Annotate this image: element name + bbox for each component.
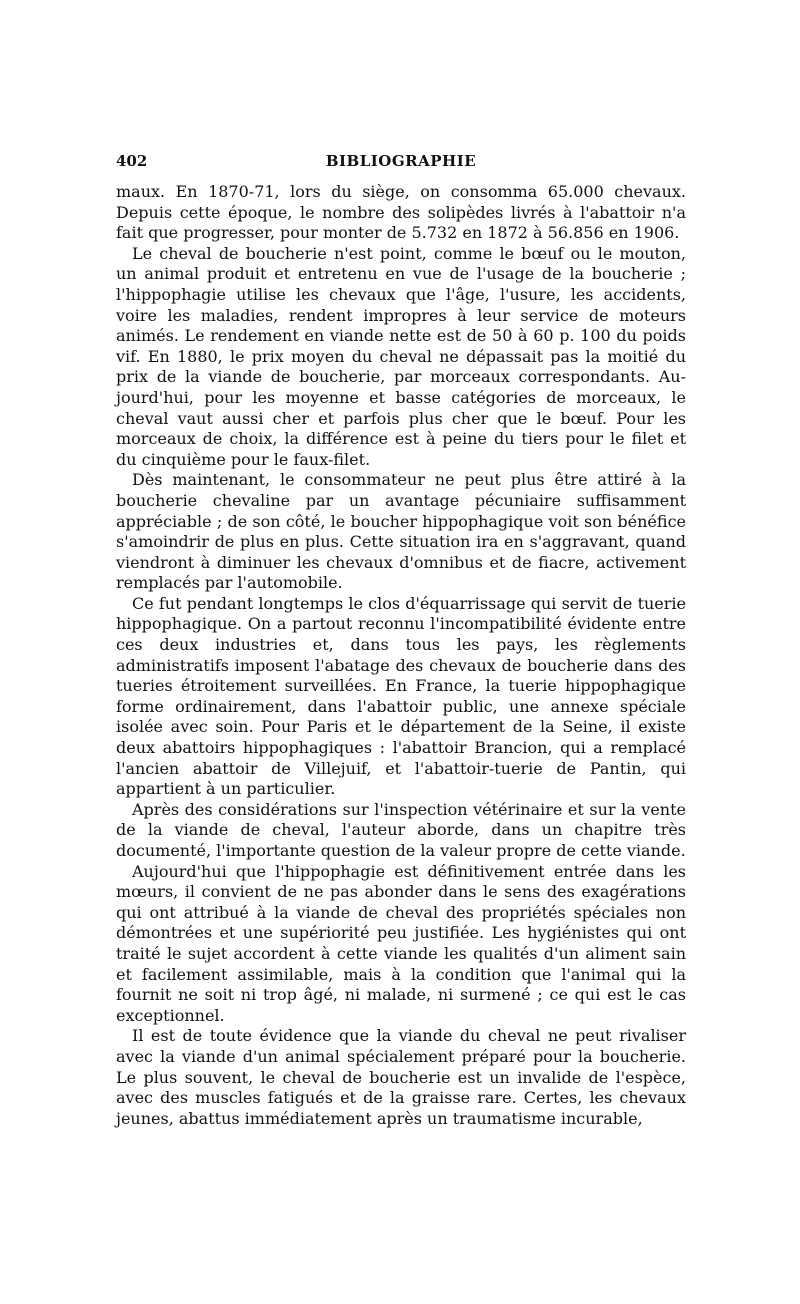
paragraph: Aujourd'hui que l'hippophagie est définitivement entrée dans les mœurs, il convient de ne pas abonder dans le sens des exagérations qui ont attribué à la viande de cheval des propriétés spéciales non démontrées et une supériorité peu justifiée. Les hygiénistes qui ont traité le sujet accordent à cette viande les qualités d'un aliment sain et facilement assimilable, mais à la condition que l'animal qui la fournit ne soit ni trop âgé, ni malade, ni surmené ; ce qui est le cas exceptionnel. [116, 861, 686, 1025]
running-head [116, 152, 686, 178]
paragraph: Dès maintenant, le consommateur ne peut plus être attiré à la boucherie chevaline par un avantage pécuniaire suffisamment appréciable ; de son côté, le boucher hippophagique voit son bénéfice s'amoindrir de plus en plus. Cette situation ira en s'aggravant, quand viendront à diminuer les chevaux d'omnibus et de fiacre, activement remplacés par l'automobile. [116, 470, 686, 593]
paragraph: Le cheval de boucherie n'est point, comme le bœuf ou le mouton, un animal produit et entretenu en vue de l'usage de la boucherie ; l'hippophagie utilise les chevaux que l'âge, l'usure, les accidents, voire les maladies, rendent impropres à leur service de moteurs animés. Le rendement en viande nette est de 50 à 60 p. 100 du poids vif. En 1880, le prix moyen du cheval ne dépassait pas la moitié du prix de la viande de boucherie, par morceaux correspondants. Aujourd'hui, pour les moyenne et basse catégories de morceaux, le cheval vaut aussi cher et parfois plus cher que le bœuf. Pour les morceaux de choix, la différence est à peine du tiers pour le filet et du cinquième pour le faux-filet. [116, 243, 686, 469]
paragraph: Il est de toute évidence que la viande du cheval ne peut rivaliser avec la viande d'un animal spécialement préparé pour la boucherie. Le plus souvent, le cheval de boucherie est un invalide de l'espèce, avec des muscles fatigués et de la graisse rare. Certes, les chevaux jeunes, abattus immédiatement après un traumatisme incurable, [116, 1026, 686, 1128]
paragraph: Ce fut pendant longtemps le clos d'équarrissage qui servit de tuerie hippophagique. On a partout reconnu l'incompatibilité évidente entre ces deux industries et, dans tous les pays, les règlements administratifs imposent l'abatage des chevaux de boucherie dans des tueries étroitement surveillées. En France, la tuerie hippophagique forme ordinairement, dans l'abattoir public, une annexe spéciale isolée avec soin. Pour Paris et le département de la Seine, il existe deux abattoirs hippophagiques : l'abattoir Brancion, qui a remplacé l'ancien abattoir de Villejuif, et l'abattoir-tuerie de Pantin, qui appartient à un particulier. [116, 593, 686, 799]
running-title: BIBLIOGRAPHIE [325, 152, 477, 170]
paragraph: maux. En 1870-71, lors du siège, on consomma 65.000 chevaux. Depuis cette époque, le nombre des solipèdes livrés à l'abattoir n'a fait que progresser, pour monter de 5.732 en 1872 à 56.856 en 1906. [116, 182, 686, 243]
book-page [116, 152, 686, 1129]
paragraph: Après des considérations sur l'inspection vétérinaire et sur la vente de la viande de cheval, l'auteur aborde, dans un chapitre très documenté, l'importante question de la valeur propre de cette viande. [116, 799, 686, 860]
page-number: 402 [116, 152, 148, 170]
body-text [116, 182, 686, 1129]
